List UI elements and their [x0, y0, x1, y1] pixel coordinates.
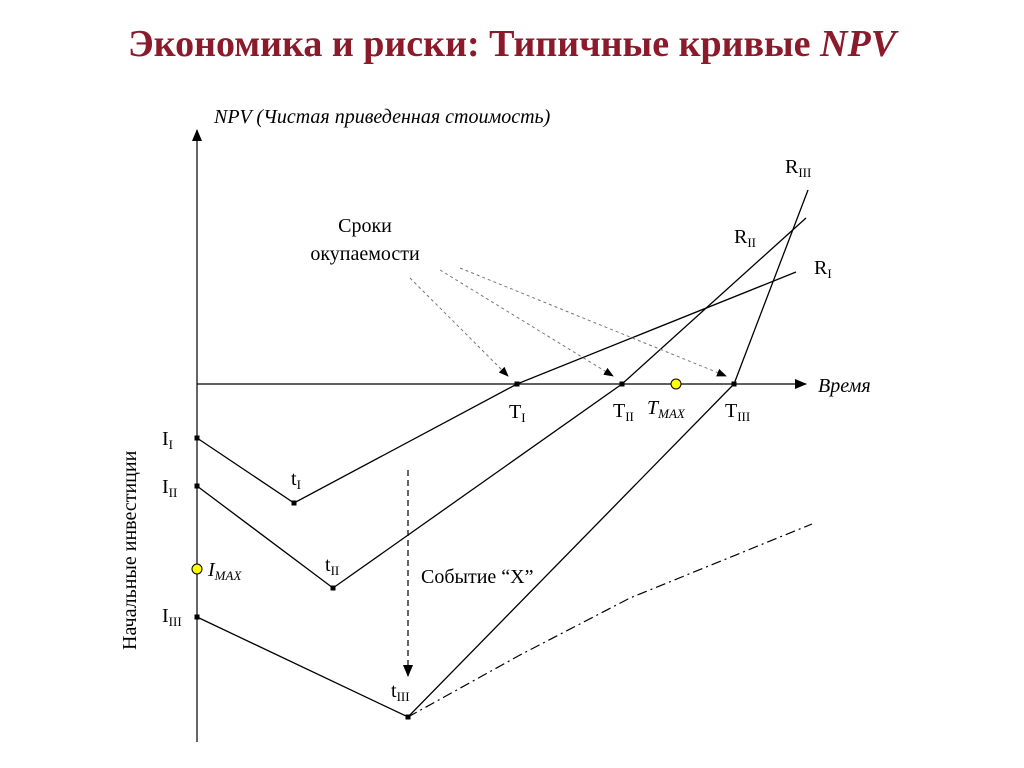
payback-label-line2: окупаемости: [310, 243, 420, 265]
marker-t-II: [331, 586, 336, 591]
label-R-I: $R_I$: [814, 257, 832, 281]
marker-I-III: [195, 615, 200, 620]
marker-I-II: [195, 484, 200, 489]
label-T-MAX: $T_{MAX}$: [647, 397, 685, 421]
payback-pointer-3: [460, 268, 726, 376]
payback-pointer-2: [440, 270, 613, 376]
curve-I: [197, 272, 796, 503]
marker-T-III: [732, 382, 737, 387]
marker-t-III: [406, 715, 411, 720]
curve-event-x: [408, 524, 812, 717]
marker-I-MAX: [192, 564, 202, 574]
label-t-II: $t_{II}$: [325, 554, 340, 578]
y-side-label: Начальные инвестиции: [119, 450, 141, 650]
marker-I-I: [195, 436, 200, 441]
label-T-III: $T_{III}$: [725, 400, 751, 424]
label-T-I: $T_I$: [509, 401, 526, 425]
marker-T-I: [515, 382, 520, 387]
payback-label-line1: Сроки: [338, 215, 392, 237]
marker-T-MAX: [671, 379, 681, 389]
title-accent: NPV: [820, 23, 897, 65]
label-T-II: $T_{II}$: [613, 400, 634, 424]
marker-T-II: [620, 382, 625, 387]
payback-pointer-1: [410, 278, 508, 376]
label-I-MAX: $I_{MAX}$: [208, 559, 242, 583]
label-t-I: $t_I$: [291, 468, 301, 492]
curve-III: [197, 190, 808, 717]
label-R-II: $R_{II}$: [734, 226, 757, 250]
label-I-I: $I_I$: [162, 428, 174, 452]
label-t-III: $t_{III}$: [391, 680, 410, 704]
label-I-II: $I_{II}$: [162, 476, 178, 500]
label-I-III: $I_{III}$: [162, 605, 182, 629]
event-label: Событие “X”: [421, 566, 534, 588]
marker-t-I: [292, 501, 297, 506]
x-axis-label: Время: [818, 375, 871, 397]
title-text: Экономика и риски: Типичные кривые: [127, 23, 821, 65]
y-axis-label: NPV (Чистая приведенная стоимость): [214, 106, 551, 128]
label-R-III: $R_{III}$: [785, 156, 812, 180]
